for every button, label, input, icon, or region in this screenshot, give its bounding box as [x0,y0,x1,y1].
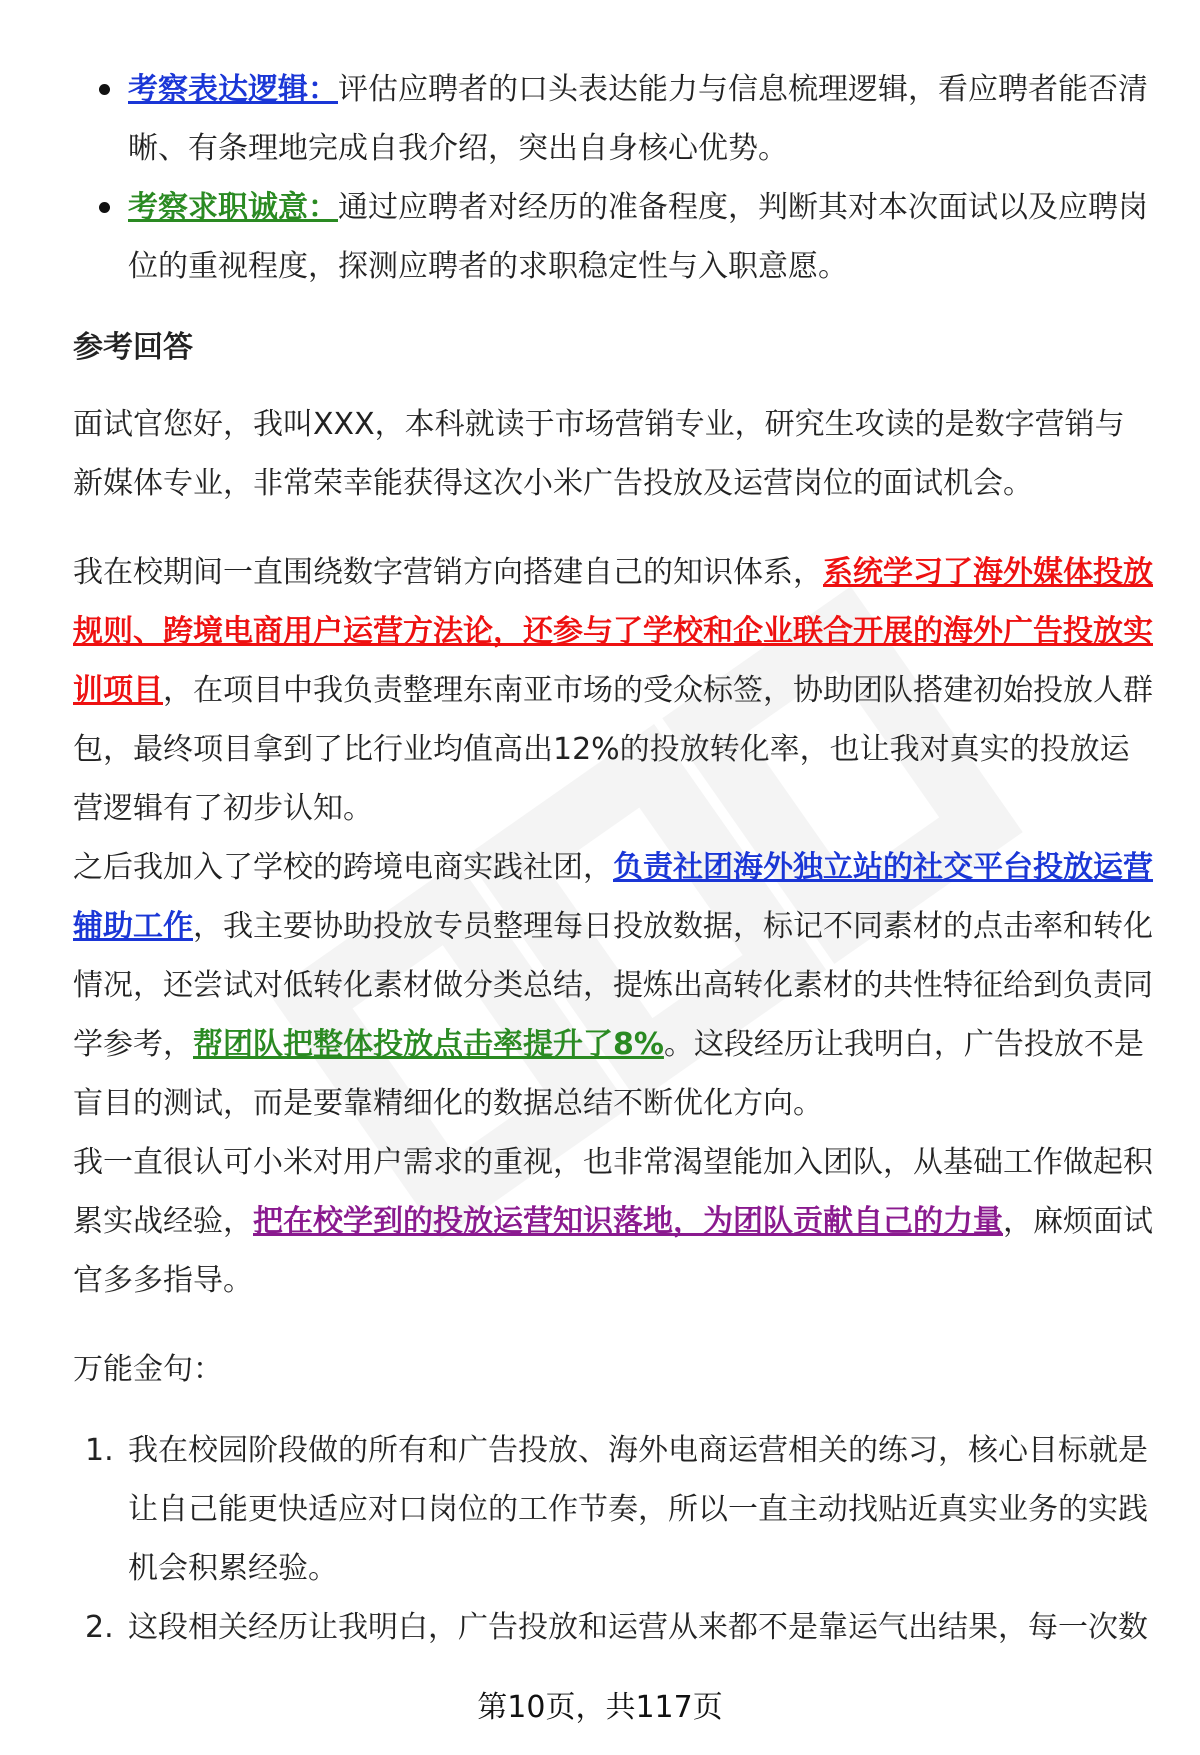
bullet-item-sincerity [73,178,1153,296]
answer-paragraph-club [73,838,1153,1133]
bullet-dot-icon [99,84,110,95]
para3-text-middle: ，我主要协助投放专员整理每日投放数据，标记不同素材的点击率和转化情况，还尝试对低转化素材做分类总结，提炼出高转化素材的共性特征给到负责同学参考， [73,909,1153,1062]
para2-text-before: 我在校期间一直围绕数字营销方向搭建自己的知识体系， [73,555,823,590]
bullet-text-expression: 评估应聘者的口头表达能力与信息梳理逻辑，看应聘者能否清晰、有条理地完成自我介绍，突出自身核心优势。 [128,72,1148,166]
list-number: 2. [85,1610,114,1645]
list-number: 1. [85,1433,114,1468]
bullet-text-sincerity: 通过应聘者对经历的准备程度，判断其对本次面试以及应聘岗位的重视程度，探测应聘者的求职稳定性与入职意愿。 [128,190,1148,284]
section-title-reference-answer: 参考回答 [73,330,193,365]
bullet-dot-icon [99,202,110,213]
bullet-label-sincerity: 考察求职诚意： [128,190,338,225]
para4-highlight: 把在校学到的投放运营知识落地，为团队贡献自己的力量 [253,1204,1003,1239]
assessment-bullet-list [73,60,1153,296]
golden-sentence-text: 我在校园阶段做的所有和广告投放、海外电商运营相关的练习，核心目标就是让自己能更快适应对口岗位的工作节奏，所以一直主动找贴近真实业务的实践机会积累经验。 [128,1433,1148,1586]
para3-highlight-role: 负责社团海外独立站的社交平台投放运营辅助工作 [73,850,1153,944]
golden-sentences-title: 万能金句： [73,1352,223,1387]
golden-sentence-item [73,1421,1153,1598]
bullet-item-expression [73,60,1153,178]
answer-paragraph-study [73,543,1153,838]
answer-paragraph-intro: 面试官您好，我叫XXX，本科就读于市场营销专业，研究生攻读的是数字营销与新媒体专业，非常荣幸能获得这次小米广告投放及运营岗位的面试机会。 [73,407,1125,501]
answer-paragraph-closing [73,1133,1153,1310]
bullet-label-expression: 考察表达逻辑： [128,72,338,107]
para3-text-after: 。这段经历让我明白，广告投放不是盲目的测试，而是要靠精细化的数据总结不断优化方向。 [73,1027,1144,1121]
para2-text-after: ，在项目中我负责整理东南亚市场的受众标签，协助团队搭建初始投放人群包，最终项目拿到了比行业均值高出12%的投放转化率，也让我对真实的投放运营逻辑有了初步认知。 [73,673,1153,826]
golden-sentence-item [73,1598,1153,1657]
para4-text-before: 我一直很认可小米对用户需求的重视，也非常渴望能加入团队，从基础工作做起积累实战经验， [73,1145,1153,1239]
para3-text-before: 之后我加入了学校的跨境电商实践社团， [73,850,613,885]
golden-sentences-list [73,1421,1153,1657]
page-footer-number: 第10页，共117页 [477,1690,723,1725]
golden-sentence-text: 这段相关经历让我明白，广告投放和运营从来都不是靠运气出结果，每一次数 [128,1610,1148,1645]
para2-highlight: 系统学习了海外媒体投放规则、跨境电商用户运营方法论，还参与了学校和企业联合开展的海外广告投放实训项目 [73,555,1153,708]
para3-highlight-result: 帮团队把整体投放点击率提升了8% [193,1027,664,1062]
document-content [73,60,1153,1657]
para4-text-after: ，麻烦面试官多多指导。 [73,1204,1153,1298]
